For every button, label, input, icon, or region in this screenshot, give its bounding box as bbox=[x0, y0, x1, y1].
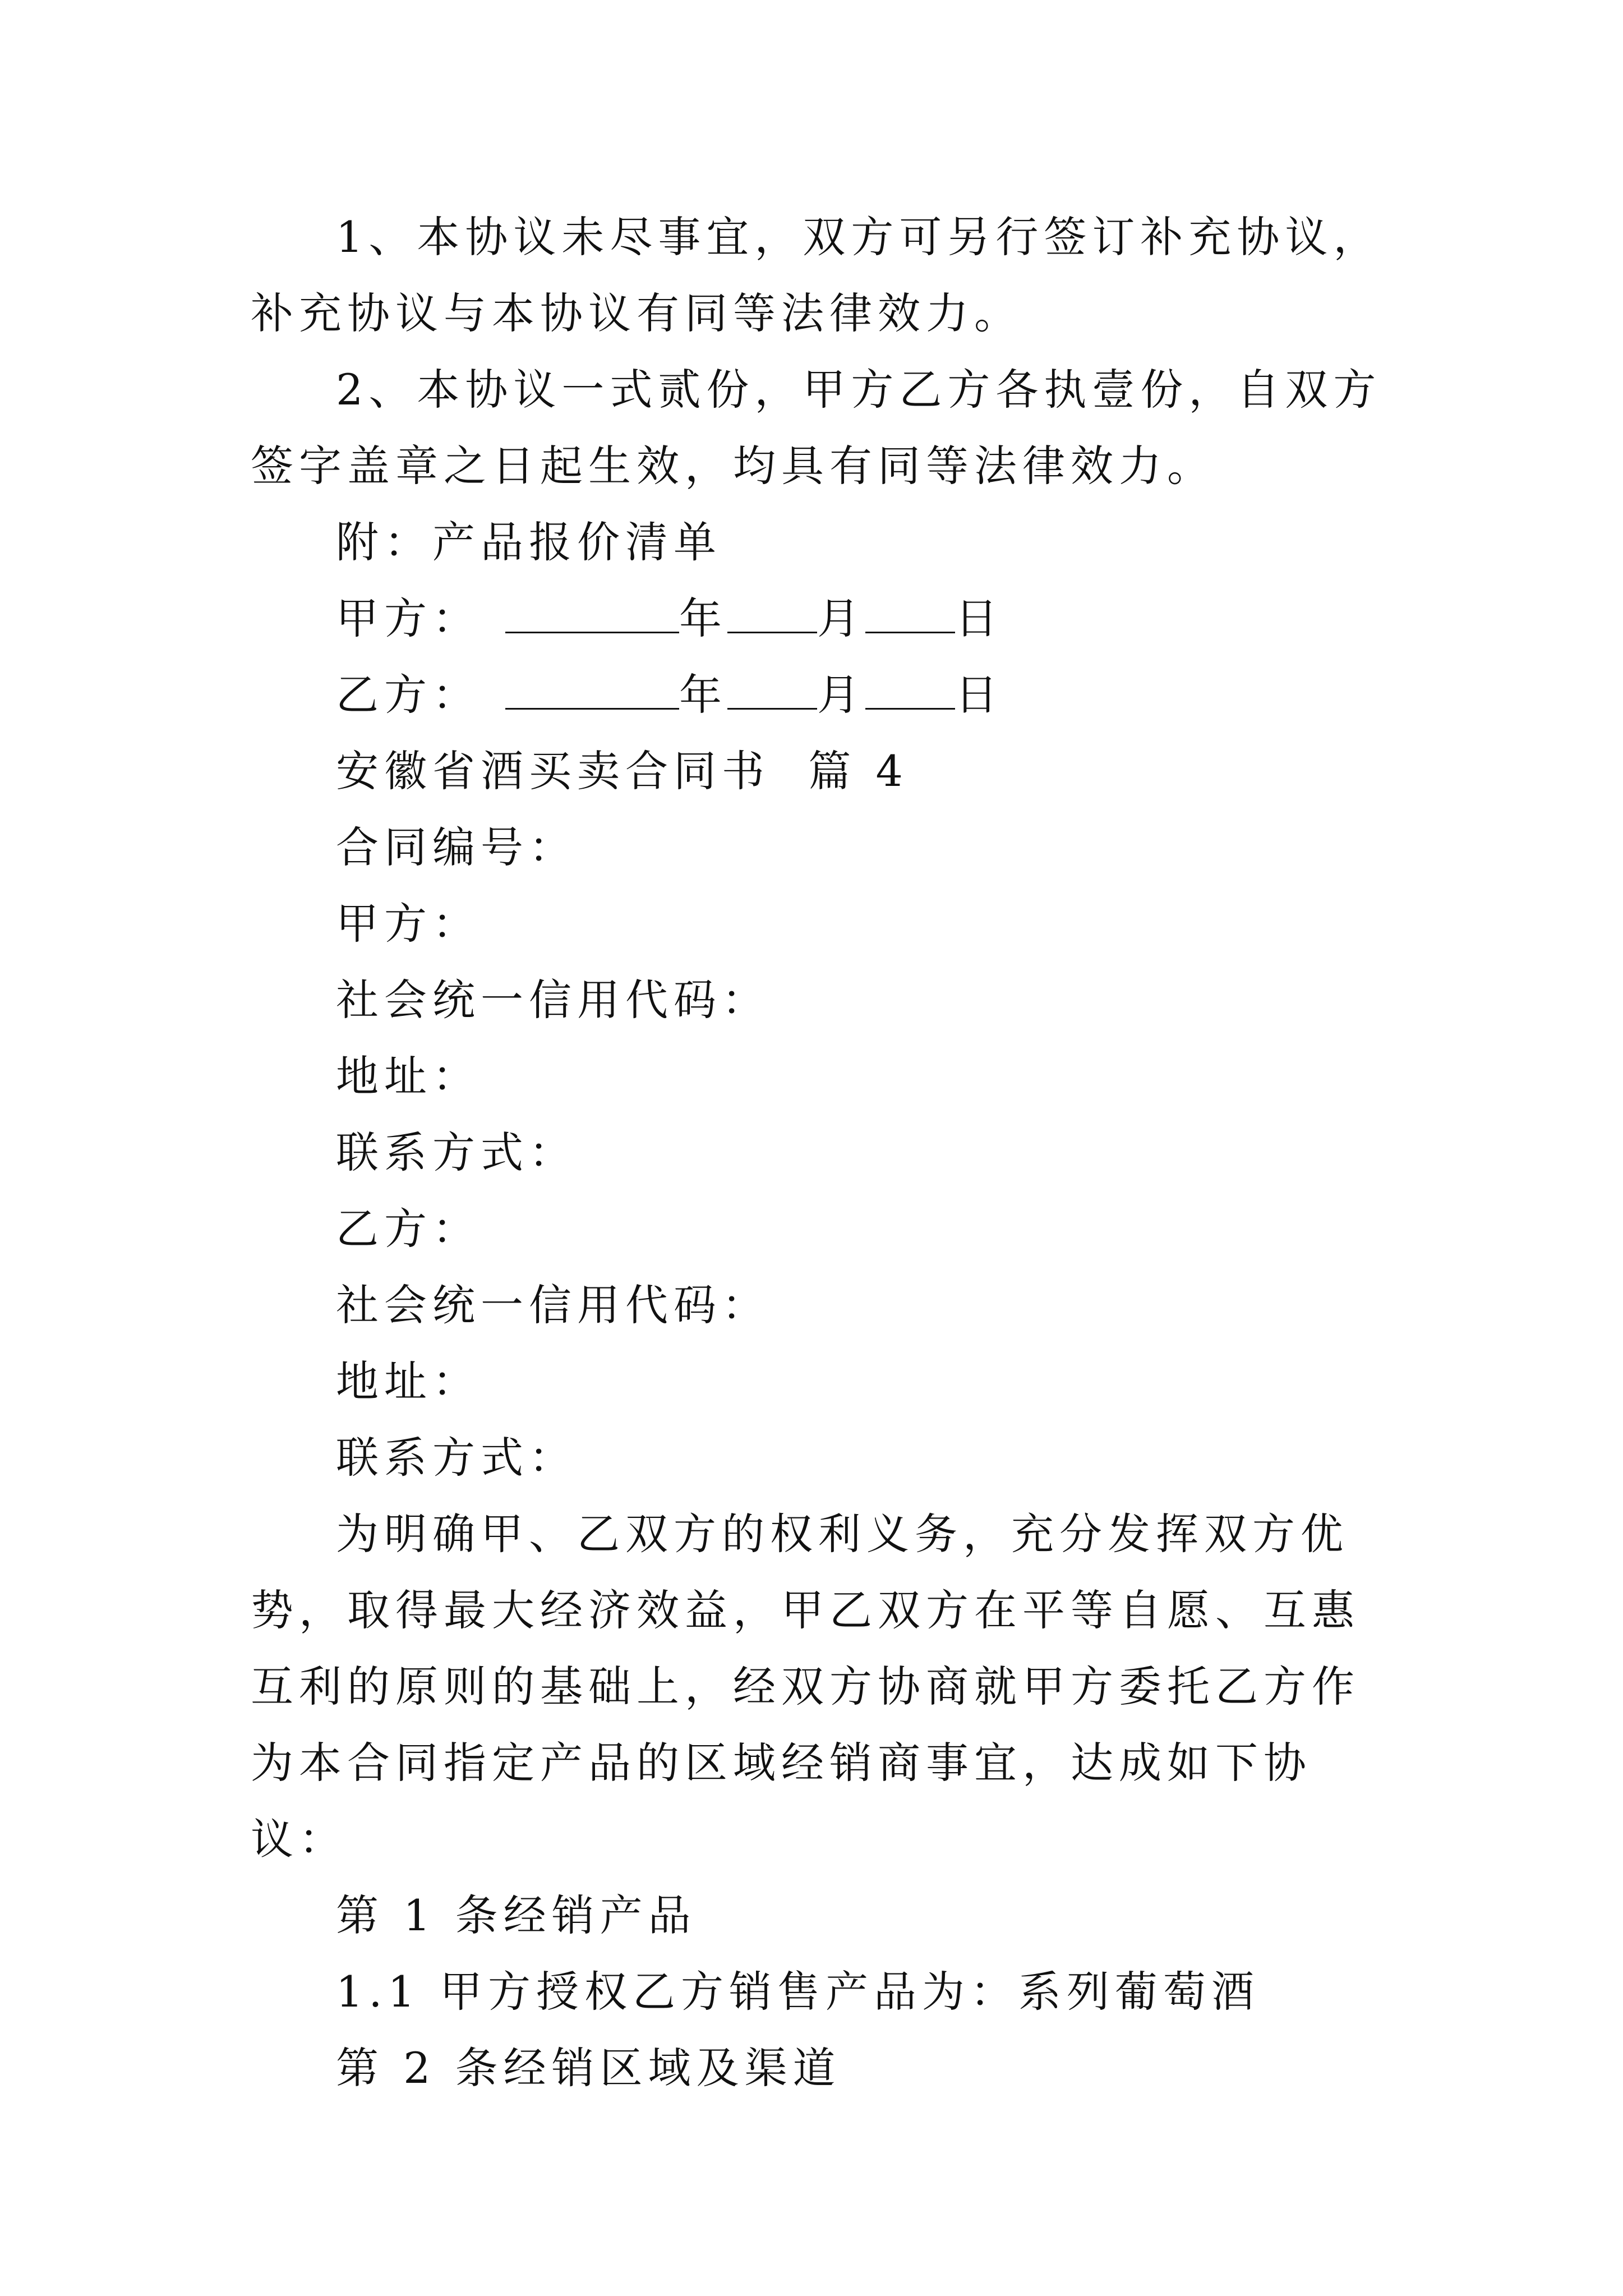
address-b-field: 地址： bbox=[336, 1356, 481, 1406]
party-b-label: 乙方： bbox=[336, 670, 481, 720]
month-blank bbox=[727, 672, 817, 710]
contact-a-field: 联系方式： bbox=[336, 1128, 577, 1177]
section-title: 安徽省酒买卖合同书 篇 4 bbox=[336, 746, 909, 796]
signature-blank bbox=[505, 672, 679, 710]
year-label: 年 bbox=[679, 593, 727, 643]
day-blank bbox=[865, 672, 955, 710]
document-body bbox=[251, 199, 1384, 2106]
year-label: 年 bbox=[679, 670, 727, 720]
article-2-title: 第 2 条经销区域及渠道 bbox=[336, 2043, 841, 2093]
party-a-field: 甲方： bbox=[336, 899, 481, 949]
signature-line-party-b bbox=[251, 657, 1384, 733]
month-label: 月 bbox=[817, 670, 865, 720]
clause-supplement: 1、本协议未尽事宜，双方可另行签订补充协议，补充协议与本协议有同等法律效力。 bbox=[251, 212, 1382, 338]
article-1-title: 第 1 条经销产品 bbox=[336, 1890, 697, 1940]
signature-blank bbox=[505, 596, 679, 633]
month-label: 月 bbox=[817, 593, 865, 643]
clause-copies: 2、本协议一式贰份，甲方乙方各执壹份，自双方签字盖章之日起生效，均具有同等法律效力。 bbox=[251, 365, 1382, 491]
party-b-field: 乙方： bbox=[336, 1204, 481, 1254]
address-a-field: 地址： bbox=[336, 1051, 481, 1101]
credit-code-a-field: 社会统一信用代码： bbox=[336, 975, 770, 1025]
party-a-label: 甲方： bbox=[336, 593, 481, 643]
day-label: 日 bbox=[955, 593, 1003, 643]
credit-code-b-field: 社会统一信用代码： bbox=[336, 1280, 770, 1330]
contact-b-field: 联系方式： bbox=[336, 1433, 577, 1483]
article-1-1: 1.1 甲方授权乙方销售产品为：系列葡萄酒 bbox=[336, 1967, 1260, 2017]
day-blank bbox=[865, 596, 955, 633]
month-blank bbox=[727, 596, 817, 633]
day-label: 日 bbox=[955, 670, 1003, 720]
attachment-line: 附：产品报价清单 bbox=[336, 517, 722, 567]
signature-line-party-a bbox=[251, 581, 1384, 657]
contract-number-field: 合同编号： bbox=[336, 822, 577, 872]
preamble-paragraph: 为明确甲、乙双方的权利义务，充分发挥双方优势，取得最大经济效益，甲乙双方在平等自愿、互惠互利的原则的基础上，经双方协商就甲方委托乙方作为本合同指定产品的区域经销商事宜，达成如下协议： bbox=[251, 1509, 1360, 1864]
